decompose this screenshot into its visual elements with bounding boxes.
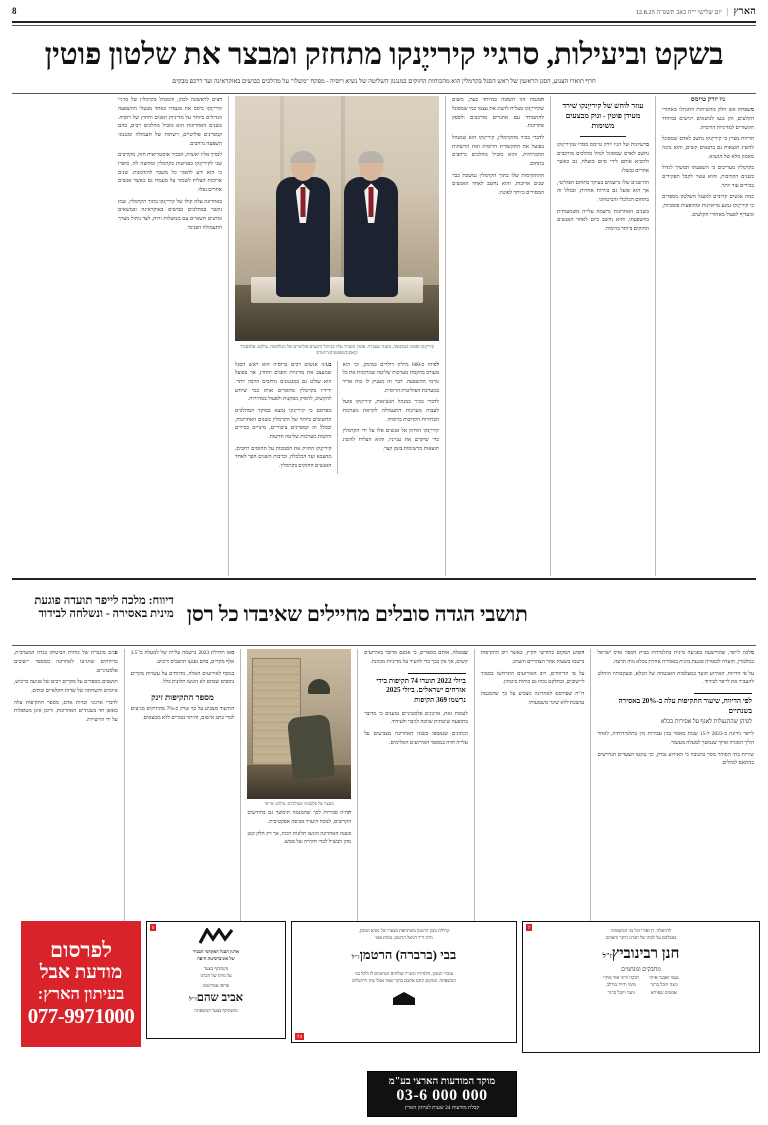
top-col-3-text	[338, 361, 440, 474]
top-col-4	[446, 96, 550, 576]
paragraph: מאז תחילת 2023 נרשמה עלייה של למעלה מ־3.5 אלף מקרים, בהם נפגעו תושבים ורכוש.	[130, 650, 235, 665]
paragraph: הדיווח מציין כי קירייֶנקו נחשב לאדם שמסוגל להשיג תוצאות גם בתנאים קשים, והוא נהנה מאמון מלא של הנשיא.	[662, 136, 754, 160]
masthead-rule-thin	[12, 25, 756, 26]
black-banner-footer: קבלת מודעות 24 שעות לעיתון הארץ	[404, 1105, 480, 1112]
haifa-logo-icon	[199, 928, 233, 949]
paragraph: על פי הדיווח, האירוע תועד במצלמות האבטחה של הכלא, ובעקבותיו הוחלט להעביר את לייפר לבידוד.	[597, 670, 754, 686]
mid-separator-rule	[12, 578, 756, 580]
haifa-name	[189, 992, 243, 1005]
putin-kiriyenko-photo	[235, 96, 439, 341]
page-number: 8	[12, 6, 17, 16]
right-stat-line-2: לפיהן שהתנצלות לאגף על אסירות בכלא	[660, 719, 752, 726]
top-col-1	[112, 96, 228, 576]
red-ad-line-3: בעיתון הארץ:	[37, 983, 125, 1003]
paragraph: תהיה סבירות לכך שהמגמה תימשך גם בחודשים הקרובים, לנוכח היעדר אכיפה אפקטיבית.	[247, 810, 352, 825]
paragraph: בנוסף לאירועים האלה, מדווחים על עשרות מקרים נוספים שבהם לא הוגשו תלונות כלל.	[130, 670, 235, 686]
top-story-rule	[12, 93, 756, 94]
right-headline-block	[8, 585, 180, 631]
rabinowitz-sub: מחבקים ומנחמים	[621, 966, 661, 973]
ad-red-obituary-promo[interactable]	[21, 921, 141, 1047]
paragraph: ברשיונות של הניו יורק טיימס מסרו שקירייֶנקו נחשב לאדם שמסוגל לנהל מהלכים מורכבים ולהביא אותם לידי סיום מוצלח, גם כאשר אחרים נכשלו.	[557, 141, 649, 174]
red-ad-phone: 077-9971000	[27, 1003, 135, 1028]
paragraph: פנים מוגברת של כוחות הביטחון בגדה המערבית, בדיווחים שהגיעו לאחרונה ממספר יישובים פלסטיניים.	[13, 650, 118, 674]
paragraph: בשנים האחרונות נרשמה עלייה משמעותית בהשפעתו, והוא נחשב כיום לאחד האנשים החזקים ביותר ברוסיה.	[557, 208, 649, 232]
name-item: מימי ודויד בורלב	[606, 983, 636, 989]
rabinowitz-line-2: באבלכם על לכתו של חברנו היקר והאהוב	[605, 934, 677, 940]
paragraph: דו"ח שפורסם לאחרונה מצביע על כך שהמגמה נמשכת ללא שינוי משמעותי.	[480, 690, 585, 706]
paragraph: שירות בתי הסוהר מסר בתגובה כי האירוע נבדק, וכי ננקטו הצעדים הנדרשים בהתאם לנהלים.	[597, 751, 754, 767]
mid-stat-line-2: נרשמו 369 תקיפות	[414, 695, 466, 704]
ad-middle-group	[291, 921, 517, 1121]
top-photo-wrap	[235, 96, 439, 341]
hartman-name	[352, 948, 456, 963]
haifa-org-line-1: ארגון הסגל האקדמי הבכיר	[192, 949, 240, 954]
hartman-line-1: קהילת מכון הרטמן משתתפת בצערו של נשיא המכון,	[358, 928, 450, 933]
paragraph: הופיע המקום בחודשי הקיץ, כאשר רוב התקיפות נרשמו בשעות אחר הצהריים והערב.	[480, 650, 585, 665]
figure-putin	[344, 153, 398, 297]
top-subhead: חרף תוארו הצנוע, הסגן הראשון של ראש הסגל בקרמלין הוא מהכוחות החזקים במנגנון השליטה של נשיא רוסיה - מפקח "משלו" על מהלכים כבושים באוקראינה ועד דרכפ מבקים	[172, 78, 596, 86]
name-item: נעמי ואבנר איתי	[649, 975, 679, 981]
ad-rabinowitz[interactable]	[522, 921, 760, 1053]
mid-headline-block	[181, 585, 760, 643]
mid-sub-head: מספר התקיפות זינק	[151, 692, 214, 702]
ad-hartman[interactable]	[291, 921, 517, 1043]
name-item: ניצה ויובל ברנר	[607, 991, 635, 997]
masthead-left	[636, 7, 756, 17]
top-photo-and-text	[229, 96, 445, 576]
paragraph: לדברי ארגוני זכויות אדם, מספר התקיפות עלה באופן חד בשנתיים האחרונות, ורובן אינן מטופלות על ידי הרשויות.	[13, 699, 118, 723]
top-col-5-text	[557, 141, 649, 234]
hartman-institute-logo-icon	[391, 991, 417, 1012]
paragraph: מלכה לייפר, שהורשעה בפגיעה מינית בתלמידות בבית הספר אדס ישראל במלבורן, תועדה לכאורה פוגעת מינית באסירה אחרת בכלא נווה תרצה.	[597, 650, 754, 665]
paragraph: לדברי בכיר במנהל הנשיאות, קירייֶנקו פועל לעבות מערכות התעמולה לקראת מערכות הבחירות הקרובות ברוסיה.	[342, 399, 439, 423]
top-col-1-text	[118, 96, 222, 232]
haifa-line-3: משתתף בצער	[203, 965, 229, 971]
haifa-name-text: אביב שהם	[196, 992, 244, 1005]
top-photo-caption: קירייֶנקו ופוטין בנסקוצה, בשנה שעברה. פוטין הסמיך עליו בניהול היבטים פוליטיים של המלחמה. צילום: אלכסנדר קזאקוב/ספוטניק/רויטרס	[239, 343, 435, 356]
paragraph: כמה אנשים קרובים למעגל השלטון מספרים כי קירייֶנקו נמנע מראיונות ומהופעות פומביות, ומעדיף לפעול מאחורי הקלעים.	[662, 194, 754, 218]
mid-col-4-text-2	[364, 710, 468, 748]
haifa-footer: ומשתתף בצער המשפחה	[194, 1007, 238, 1013]
mid-col-5-text	[481, 649, 585, 707]
paragraph: לייפר נידונה ב-2023 ל-15 שנות מאסר בגין עבירות מין בתלמידותיה, לאחר הליך הסגרה ארוך שנמשך למעלה מעשור.	[597, 731, 754, 747]
mid-stat-line-1: ביולי 2022 תועדו 74 תקיפות בידי אזרחים ישראלים. ביולי 2025	[376, 676, 466, 695]
top-headline: בשקט וביעילות, סרגיי קירייֶנקו מתחזק ומבצר את שלטון פוטין	[44, 37, 724, 71]
right-story-text-2	[597, 730, 754, 768]
paragraph: לעומת זאת, ארגונים פלסטיניים טוענים כי מדובר בתופעה שיטתית שזוכה לגיבוי ולעידוד.	[364, 710, 468, 726]
top-col-5	[551, 96, 655, 576]
paragraph: קירייֶנקו הוחזק אל אנשים אלו על ידי הקרמלין כדי שיקדם את ענייניו, והוא הצליח להשיג תוצאות מרשימות בזמן קצר.	[342, 428, 439, 452]
paragraph: בעיני אנשים רבים ברוסיה הוא ראש הסגל שמעצב את מדיניות הפנים והחוץ, אך בפועל הוא שולט גם במנגנונים נרחבים הרבה יותר. ידידיו בקרמלין מתארים אותו כמי שיודע להקשיב, להסיק מסקנות ולפעול במהירות.	[235, 361, 332, 403]
name-item: רבקה ורוני אור מתיי	[603, 975, 640, 981]
rabinowitz-name	[603, 946, 680, 963]
hartman-name-text: בבי (ברברה) הרטמן	[359, 946, 457, 962]
paragraph: בשנה האחרונה הוגשו תלונות רבות, אך רק חלק קטן מהן הבשיל לכדי חקירה של ממש.	[247, 830, 352, 846]
black-banner-phone: 03-6 000 000	[396, 1086, 488, 1104]
haifa-line-4: על מותו של חברנו	[200, 972, 232, 978]
haifa-org-line-2: של אוניברסיטת חיפה	[197, 955, 235, 961]
paragraph: ההתקדמות שלו בתוך הקרמלין נמשכת כבר שנים ארוכות, והוא נחשב לאחד האנשים המסורים ביותר לפוטין.	[452, 172, 544, 196]
kicker-rule	[580, 136, 626, 137]
masthead-separator: |	[727, 7, 729, 16]
mid-headline: תושבי הגדה סובלים מחיילים שאיבדו כל רסן	[186, 601, 528, 626]
paragraph: לדברי בכיר מהקרמלין, קירייֶנקו הוא שמנהל בפועל את התקשורת הרוסית ואת הרשתות החברתיות, והוא מוביל מהלכים נרחבים בתחום.	[452, 135, 544, 167]
mid-headline-rule	[12, 645, 756, 646]
mid-col-2-text-2	[131, 705, 235, 722]
top-col-2-text	[235, 361, 337, 474]
masthead	[8, 0, 760, 19]
masthead-rule-thick	[12, 21, 756, 23]
paragraph: המגמה הזו חשובה במיוחד כעת, משום שקירייֶנקו מצליח להציג את עצמו כמי שמסוגל להתמודד עם אתגרים מורכבים ולספק פתרונות.	[452, 97, 544, 130]
rabinowitz-names	[603, 975, 678, 998]
mid-stat-box	[366, 673, 466, 706]
right-story-text	[597, 649, 754, 687]
ad-haifa-university[interactable]	[146, 921, 286, 1039]
hartman-body-2: המשפחה. המקום ינחם אתכם בתוך שאר אבלי ציון וירושלים	[352, 977, 456, 983]
mid-col-4-text	[364, 649, 468, 666]
ad-tag: 7.5	[297, 1034, 303, 1039]
ads-strip	[8, 921, 760, 1121]
paragraph: על פי הדיווחים, רוב האירועים התרחשו בסמוך ליישובים, ובחלקם נכחו גם כוחות ביטחון.	[480, 670, 585, 686]
top-col-5-kicker: עוזר לוחש של קירייֶנקו שירד מעידן פוטין - ונוק מבצעים משימות	[562, 101, 644, 131]
paragraph: תושבים מספרים על מקרים רבים של פגיעה ברכוש, איומים והשחתה של שדות חקלאיים ובתים.	[13, 679, 118, 694]
hartman-body-1: עובדי המכון, תלמידיו ובוגריו שולחים תנחומים לו ולכל בני	[354, 970, 454, 976]
mid-col-1-text	[14, 649, 118, 724]
hartman-line-2: הרב ד"ר דניאל הרטמן, במות אמו	[375, 934, 433, 940]
mid-col-3-text	[247, 809, 351, 847]
mid-col-2-text	[131, 649, 235, 687]
paragraph: לפיהו כ-600 מיליון דולרים במימון, וכי הוא מעורב בהקמת מערכות שליטה שמרכזות את כל גורמי ההשפעה. דבר זה מעניק לו כוח אדיר במערכת הפוליטית הרוסית.	[342, 361, 439, 394]
figure-kiriyenko	[276, 153, 330, 297]
right-stat-box	[599, 693, 752, 727]
red-ad-line-2: מודעת אבל	[39, 961, 123, 983]
top-col-4-text	[452, 96, 544, 197]
top-col-6	[656, 96, 760, 576]
haifa-title: פרופ' אמריטוס	[203, 982, 229, 988]
ad-tag: 5	[152, 925, 155, 930]
paragraph: קירייֶנקו החזיק את הסמכות על תחומים רחבים, מהצבא ועד הכלכלה, וברבות השנים הפך לאחד האנשים החזקים בקרמלין.	[235, 445, 332, 469]
paragraph: ההישגים שלו נרשמים בעיקר בתחום הפוליטי, אך הוא פועל גם בזירות אחרות, ובכלל זה בתחום הכלכלי והביטחוני.	[557, 179, 649, 203]
ad-black-banner[interactable]	[367, 1071, 517, 1117]
top-col-6-text	[662, 106, 754, 219]
paragraph: לנסיך אליו יאשית, הבכיר אוסטריאית חזה, מקורבים שני לקירייֶנקו בפגישות בקרמלין ומחוצה לה, סיפרו כי הוא ידע להפוך כל משבר להזדמנות. שנים ארוכות הצליח לשמור על מעמדו גם כאשר אנשים אחרים נפלו.	[118, 152, 222, 193]
paragraph: מפרסם כי קירייֶנקו נמצא במוקד המהלכים החשובים ביותר של הקרמלין בשנים האחרונות, ובכלל זה קמפיינים ציבוריים, מינויים בכירים והקמת מערכות שליטה חדשות.	[235, 408, 332, 440]
west-bank-photo	[247, 649, 351, 799]
rabinowitz-name-text: חנן רבינוביץ	[611, 945, 680, 962]
name-item: אנשים שפירא	[651, 991, 677, 997]
names-col-1	[603, 975, 639, 998]
right-stat-line-1: לפי הדיווח, שיעור התקיפות עלה ב-20% באסירה בשנתיים	[618, 696, 752, 715]
top-col-6-kicker: ניו יורק טיימס	[690, 96, 726, 104]
haifa-zl: ז"ל	[188, 997, 197, 1004]
names-col-2	[649, 975, 678, 998]
hartman-zl: ז"ל	[351, 954, 360, 961]
top-story-columns	[8, 96, 760, 576]
masthead-date: יום שלישי י"ח באב תשפ"ה 12.8.25	[635, 9, 722, 16]
paragraph: רצים לראשונה לכהן, והמנהל בקרמלין של סרגיי קירייֶנקו ביסס את מעמדו כאחד מבעלי ההשפעה הגדולים ביותר על מדיניות הפנים והחוץ של רוסיה. בשנים האחרונות הוא מוביל מהלכים רבים, בהם קמפיינים פוליטיים, רשתות של תעמולה ומנגנוני השפעה נרחבים.	[118, 97, 222, 147]
rabinowitz-line-1: לדניאלה, רן ואורי וכל בני המשפחה	[610, 928, 672, 933]
name-item: ניצה ויובל ברנר	[650, 983, 678, 989]
red-ad-line-1: לפרסום	[50, 937, 112, 962]
haaretz-logo: הארץ	[733, 7, 756, 17]
paragraph: באחרונה עלה קולו של קירייֶנקו בתוך הקרמלין. שמו נקשר במהלכים כבושים באוקראינה ובמשאים ומתנים חשאיים עם ממשלות זרות, לצד ניהול מערך התעמולה הפנימי.	[118, 198, 222, 231]
paragraph: התיעוד מצביע על כך שרק כ-7% מהתיקים מגיעים לכדי כתב אישום, והיתר נסגרים ללא ממצאים.	[130, 705, 235, 721]
ad-tag: 7	[528, 925, 531, 930]
mid-photo-caption: מעצר של פלסטיני בטולכרם. צילום: אי־פי	[264, 801, 334, 807]
paragraph: משפחת אש חלק מהשיחות התנהלו מאחורי הקלעים, והן נגעו לנושאים רגישים במיוחד הקשורים למדיניות הרוסית.	[662, 107, 754, 131]
paragraph: הנתונים שנאספו בשנה האחרונה מצביעים על עלייה חדה במספר האירועים האלימים.	[364, 731, 468, 746]
right-headline: דיווח: מלכה לייפר תועדה פוגעת מינית באסירה - ונשלחה לבידוד	[34, 594, 174, 621]
paragraph: שבאלה, אותם מספרים, כי אמנם מדובר באירועים קשים, אך אין בכך כדי להעיד על מדיניות מכוונת.	[364, 650, 468, 665]
paragraph: בקרמלין מעריכים כי השפעתו תמשיך לגדול בשנים הקרובות, והוא עשוי לקבל תפקידים בכירים עוד יותר.	[662, 165, 754, 189]
rabinowitz-zl: ז"ל	[602, 951, 612, 960]
black-banner-title: מוקד המודעות הארצי בע"מ	[388, 1075, 496, 1087]
